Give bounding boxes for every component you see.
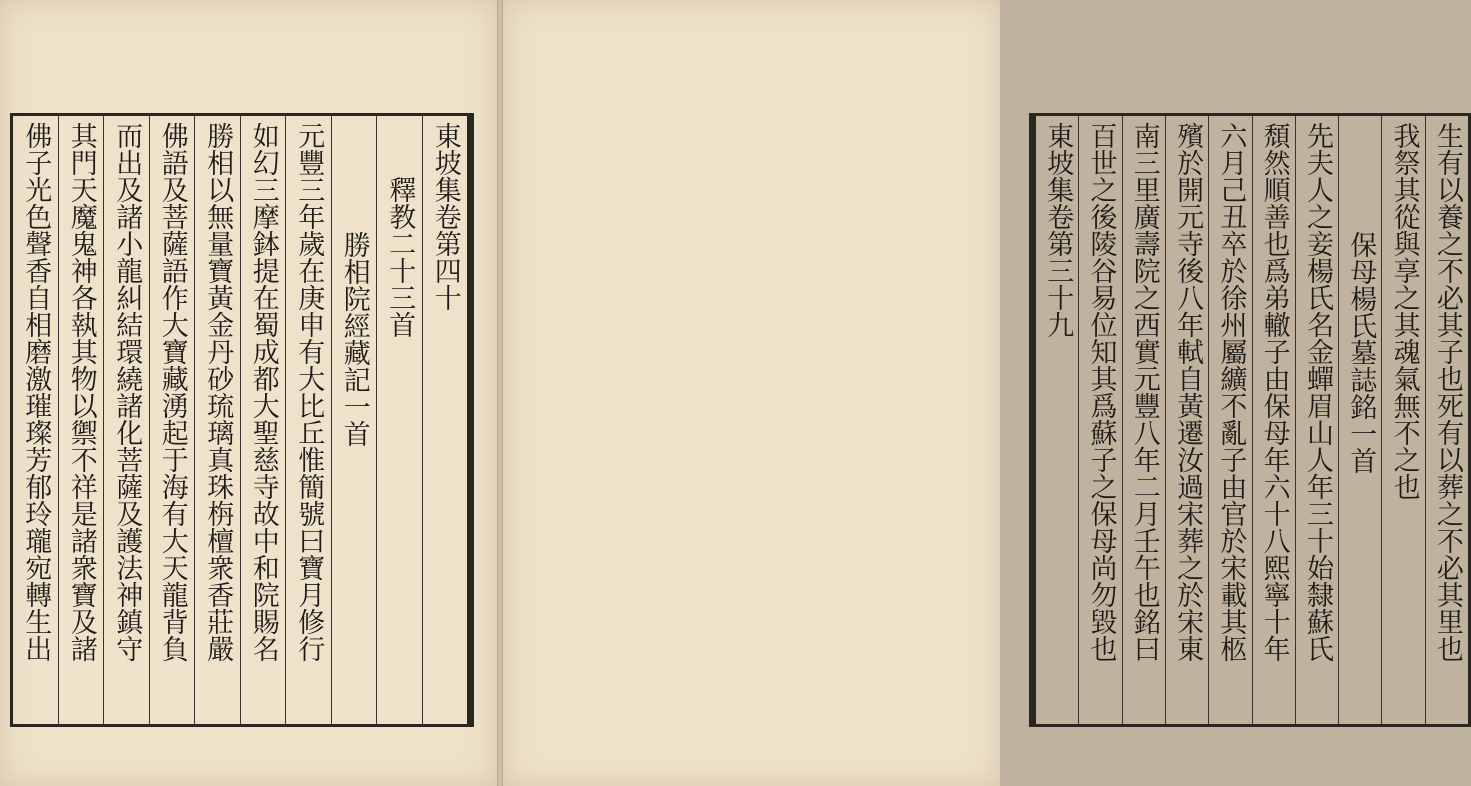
- right-column-3-epitaph-title: 保母楊氏墓誌銘一首: [1338, 116, 1381, 724]
- left-column-5: 如幻三摩鉢提在蜀成都大聖慈寺故中和院賜名: [240, 116, 286, 724]
- left-column-9: 其門天魔鬼神各執其物以禦不祥是諸衆寶及諸: [58, 116, 104, 724]
- right-column-6: 六月己丑卒於徐州屬纊不亂子由官於宋載其柩: [1208, 116, 1251, 724]
- right-column-9: 百世之後陵谷易位知其爲蘇子之保母尚勿毀也: [1078, 116, 1121, 724]
- left-column-4: 元豐三年歲在庚申有大比丘惟簡號曰寶月修行: [285, 116, 331, 724]
- left-column-10: 佛子光色聲香自相磨激璀璨芳郁玲瓏宛轉生出: [20, 122, 52, 662]
- right-column-1: 生有以養之不必其子也死有以葬之不必其里也: [1425, 116, 1468, 724]
- left-page: [0, 0, 497, 786]
- right-column-2: 我祭其從與享之其魂氣無不之也: [1381, 116, 1424, 724]
- left-column-6: 勝相以無量寶黃金丹砂琉璃真珠栴檀衆香莊嚴: [194, 116, 240, 724]
- left-column-1-volume-title: 東坡集卷第四十: [422, 116, 468, 724]
- left-text-columns: [13, 116, 467, 724]
- right-text-columns: [1036, 116, 1468, 724]
- right-column-7: 殯於開元寺後八年軾自黃遷汝過宋葬之於宋東: [1165, 116, 1208, 724]
- right-column-4: 先夫人之妾楊氏名金蟬眉山人年三十始隸蘇氏: [1295, 116, 1338, 724]
- right-column-5: 頹然順善也爲弟轍子由保母年六十八熙寧十年: [1252, 116, 1295, 724]
- left-column-8: 而出及諸小龍糾結環繞諸化菩薩及護法神鎮守: [103, 116, 149, 724]
- right-edge-margin: [978, 250, 1000, 550]
- left-page-frame: [10, 113, 474, 727]
- right-page: [503, 0, 1463, 786]
- right-column-10-volume-end: 東坡集卷第三十九: [1042, 122, 1074, 338]
- right-page-frame: [1029, 113, 1471, 727]
- left-column-2-section-title: 釋教二十三首: [376, 116, 422, 724]
- left-column-3-piece-title: 勝相院經藏記一首: [331, 116, 377, 724]
- left-column-7: 佛語及菩薩語作大寶藏湧起于海有大天龍背負: [149, 116, 195, 724]
- right-column-8: 南三里廣壽院之西實元豐八年二月壬午也銘曰: [1122, 116, 1165, 724]
